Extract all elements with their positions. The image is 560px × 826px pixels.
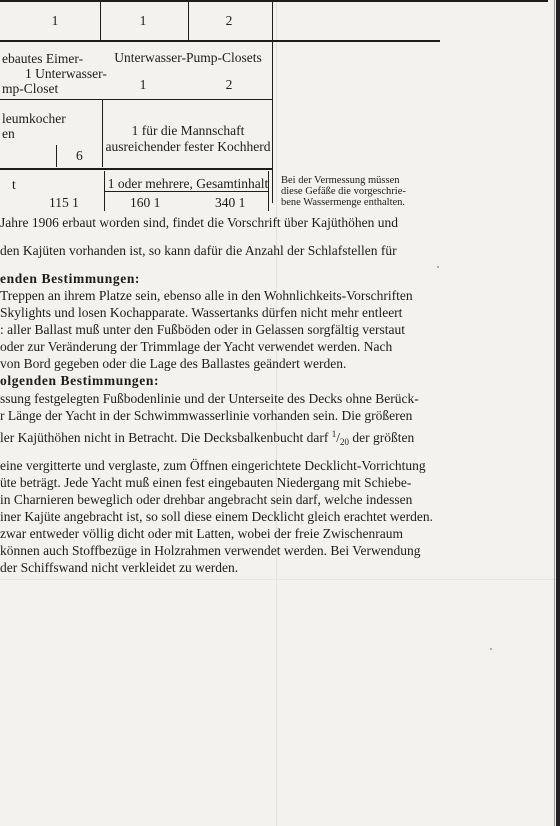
section-heading: olgenden Bestimmungen:: [0, 373, 160, 388]
text-run: ler Kajüthöhen nicht in Betracht. Die Decksbalkenbucht darf: [0, 430, 332, 445]
row2-left-text: mp-Closet: [2, 81, 59, 96]
row1-cell: 1: [139, 13, 147, 28]
fraction-numerator: 1: [331, 429, 337, 439]
row4-cell: 340 1: [215, 195, 246, 210]
row3-cell: 6: [76, 148, 83, 163]
paragraph-line: eine vergitterte und verglaste, zum Öffnen eingerichtete Decklicht-Vorrichtung: [0, 458, 426, 473]
row4-left-text: t: [12, 177, 16, 192]
table-rule: [56, 145, 57, 167]
paragraph-line: den Kajüten vorhanden ist, so kann dafür die Anzahl der Schlafstellen für: [0, 243, 397, 258]
paragraph-line: ler Kajüthöhen nicht in Betracht. Die Decksbalkenbucht darf $^1/_{20}$ der größten: [0, 429, 415, 447]
row1-cell: 1: [51, 13, 59, 28]
paper-speck: [437, 266, 439, 268]
facilities-table: [0, 0, 548, 210]
row3-left-text: leumkocher: [2, 111, 66, 126]
table-rule: [0, 0, 548, 2]
table-rule: [0, 40, 440, 42]
paper-speck: [490, 648, 492, 650]
paragraph-line: oder zur Veränderung der Trimmlage der Yacht verwendet werden. Nach: [0, 339, 393, 354]
paragraph-line: der Schiffswand nicht verkleidet zu werden.: [0, 560, 239, 575]
row3-right-text: 1 für die Mannschaft: [131, 123, 245, 138]
row4-header: 1 oder mehrere, Gesamtinhalt: [107, 176, 269, 191]
section-heading: enden Bestimmungen:: [0, 271, 141, 286]
table-rule: [0, 168, 272, 170]
table-rule: [188, 0, 189, 42]
fraction-denominator: 20: [340, 437, 350, 447]
table-rule: [102, 100, 103, 167]
table-rule: [100, 0, 101, 42]
paragraph-line: in Charnieren beweglich oder drehbar angebracht sein darf, welche indessen: [0, 492, 413, 507]
page-fold-horizontal: [0, 579, 560, 580]
page-edge: [556, 0, 560, 826]
paragraph-line: iner Kajüte angebracht ist, so soll diese einem Decklicht gleich erachtet werden.: [0, 509, 433, 524]
row3-right-text: ausreichender fester Kochherd: [105, 139, 271, 154]
row4-cell: 115 1: [49, 195, 79, 210]
row2-cell: 2: [225, 77, 233, 92]
paragraph-line: : aller Ballast muß unter den Fußböden oder in Gelassen sorgfältig verstaut: [0, 322, 406, 337]
paragraph-line: von Bord gegeben oder die Lage des Ballastes geändert werden.: [0, 356, 347, 371]
paragraph-line: Treppen an ihrem Platze sein, ebenso alle in den Wohnlichkeits-Vorschriften: [0, 288, 413, 303]
table-rule: [0, 99, 272, 100]
paragraph-line: üte beträgt. Jede Yacht muß einen fest eingebauten Niedergang mit Schiebe-: [0, 475, 412, 490]
paragraph-line: Jahre 1906 erbaut worden sind, findet die Vorschrift über Kajüthöhen und: [0, 215, 399, 230]
table-rule: [272, 0, 273, 203]
text-run: der größten: [349, 430, 415, 445]
paragraph-line: Skylights und losen Kochapparate. Wassertanks dürfen nicht mehr entleert: [0, 305, 403, 320]
row2-left-text: ebautes Eimer-: [2, 51, 84, 66]
row4-note: Bei der Vermessung müssen: [281, 175, 400, 186]
row3-left-text: en: [2, 126, 15, 141]
row4-cell: 160 1: [130, 195, 161, 210]
paragraph-line: r Länge der Yacht in der Schwimmwasserlinie vorhanden sein. Die größeren: [0, 408, 413, 423]
row4-note: bene Wassermenge enthalten.: [281, 197, 406, 208]
page-edge-shadow: [554, 0, 555, 826]
paragraph-line: zwar entweder völlig dicht oder mit Latten, wobei der freie Zwischenraum: [0, 526, 403, 541]
row2-header: Unterwasser-Pump-Closets: [114, 50, 262, 65]
row1-cell: 2: [225, 13, 233, 28]
paragraph-line: können auch Stoffbezüge in Holzrahmen verwendet werden. Bei Verwendung: [0, 543, 421, 558]
row2-cell: 1: [139, 77, 147, 92]
row2-left-text: 1 Unterwasser-: [25, 66, 107, 81]
paragraph-line: ssung festgelegten Fußbodenlinie und der Unterseite des Decks ohne Berück-: [0, 391, 419, 406]
row4-note: diese Gefäße die vorgeschrie-: [281, 186, 406, 197]
